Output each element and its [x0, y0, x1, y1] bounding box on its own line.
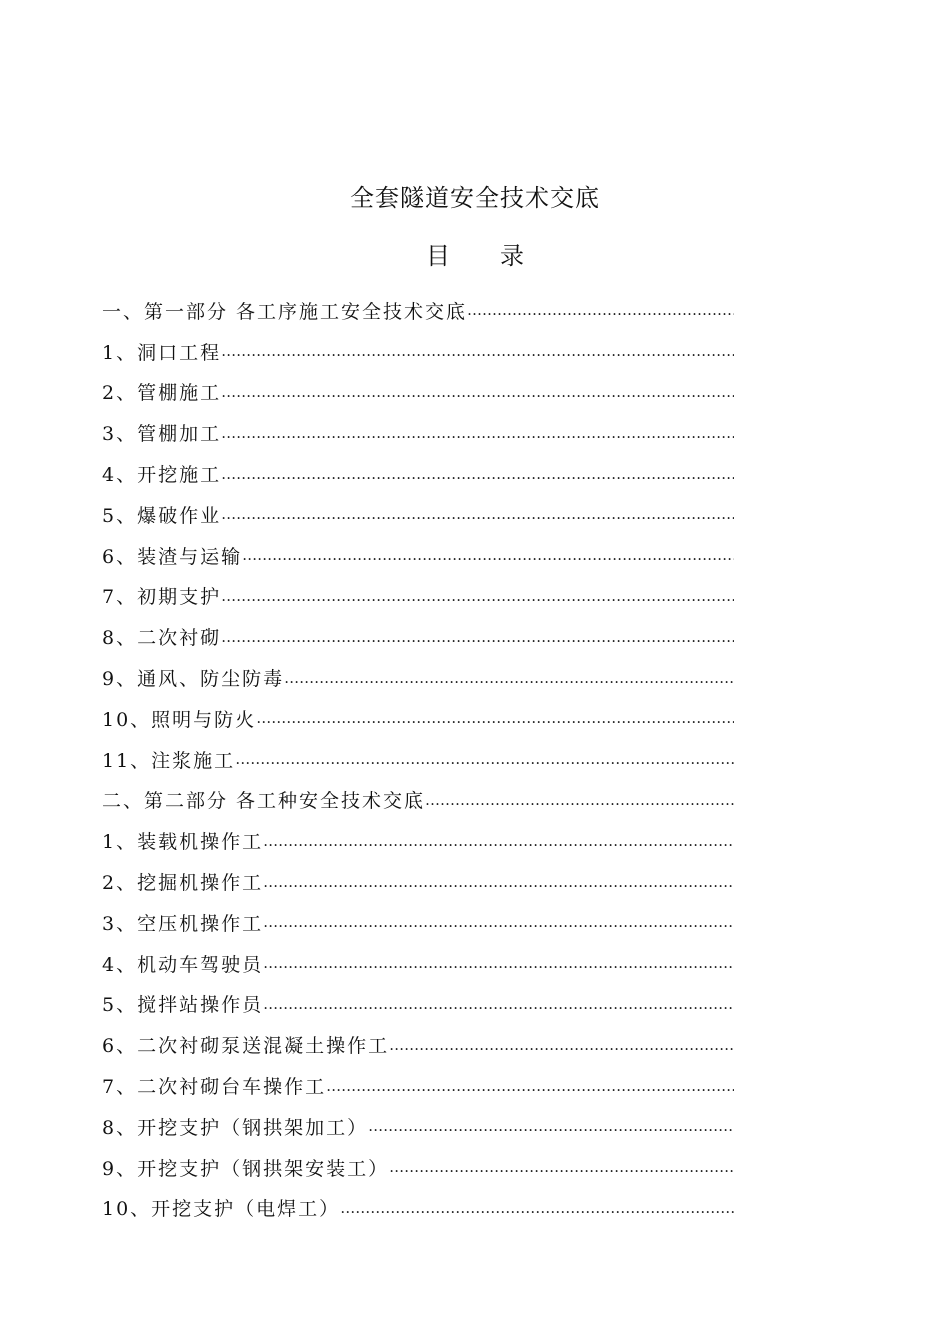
toc-dot-leader	[389, 1036, 734, 1054]
toc-entry-label: 5、搅拌站操作员	[102, 994, 264, 1017]
toc-entry-1-1[interactable]	[102, 331, 734, 372]
toc-dot-leader	[467, 301, 734, 319]
toc-entry-2-7[interactable]	[102, 1065, 734, 1106]
toc-entry-label: 一、第一部分 各工序施工安全技术交底	[102, 300, 468, 323]
toc-dot-leader	[263, 873, 734, 891]
toc-dot-leader	[221, 628, 734, 646]
toc-dot-leader	[221, 505, 734, 523]
toc-entry-label: 4、开挖施工	[102, 464, 222, 487]
toc-entry-label: 11、注浆施工	[102, 749, 236, 772]
toc-entry-label: 2、管棚施工	[102, 382, 222, 405]
toc-entry-1-10[interactable]	[102, 698, 734, 739]
document-title: 全套隧道安全技术交底	[350, 184, 600, 212]
toc-entry-2-1[interactable]	[102, 820, 734, 861]
toc-heading	[0, 238, 950, 274]
toc-dot-leader	[425, 791, 734, 809]
toc-entry-2-9[interactable]	[102, 1147, 734, 1188]
toc-dot-leader	[221, 383, 734, 401]
toc-entry-1-3[interactable]	[102, 412, 734, 453]
toc-entry-label: 1、洞口工程	[102, 341, 222, 364]
toc-dot-leader	[221, 465, 734, 483]
toc-entry-1-2[interactable]	[102, 372, 734, 413]
toc-entry-label: 6、二次衬砌泵送混凝土操作工	[102, 1035, 390, 1058]
toc-entry-part-1[interactable]	[102, 290, 734, 331]
toc-entry-2-10[interactable]	[102, 1188, 734, 1229]
toc-entry-label: 10、照明与防火	[102, 708, 257, 731]
toc-entry-label: 6、装渣与运输	[102, 545, 243, 568]
toc-dot-leader	[326, 1077, 734, 1095]
toc-entry-label: 8、二次衬砌	[102, 627, 222, 650]
toc-entry-2-2[interactable]	[102, 861, 734, 902]
toc-entry-2-3[interactable]	[102, 902, 734, 943]
toc-entry-2-6[interactable]	[102, 1024, 734, 1065]
toc-dot-leader	[221, 424, 734, 442]
toc-dot-leader	[263, 995, 734, 1013]
toc-entry-1-11[interactable]	[102, 739, 734, 780]
toc-entry-2-5[interactable]	[102, 984, 734, 1025]
toc-entry-1-5[interactable]	[102, 494, 734, 535]
toc-entry-1-8[interactable]	[102, 616, 734, 657]
toc-dot-leader	[368, 1117, 734, 1135]
toc-entry-label: 4、机动车驾驶员	[102, 953, 264, 976]
toc-entry-label: 9、通风、防尘防毒	[102, 668, 285, 691]
toc-heading-char-1: 目	[426, 242, 450, 270]
toc-dot-leader	[221, 587, 734, 605]
toc-heading-char-2: 录	[500, 242, 524, 270]
toc-dot-leader	[284, 669, 734, 687]
toc-dot-leader	[340, 1199, 734, 1217]
toc-dot-leader	[221, 342, 734, 360]
toc-dot-leader	[263, 913, 734, 931]
toc-entry-label: 3、管棚加工	[102, 423, 222, 446]
toc-entry-label: 5、爆破作业	[102, 504, 222, 527]
toc-entry-part-2[interactable]	[102, 780, 734, 821]
toc-entry-label: 10、开挖支护（电焊工）	[102, 1198, 341, 1221]
toc-dot-leader	[389, 1158, 734, 1176]
toc-entry-label: 9、开挖支护（钢拱架安装工）	[102, 1157, 390, 1180]
toc-entry-label: 3、空压机操作工	[102, 912, 264, 935]
toc-dot-leader	[242, 546, 734, 564]
toc-entry-label: 8、开挖支护（钢拱架加工）	[102, 1116, 369, 1139]
table-of-contents	[102, 290, 734, 1228]
toc-dot-leader	[235, 750, 734, 768]
toc-dot-leader	[256, 709, 734, 727]
toc-entry-label: 1、装载机操作工	[102, 831, 264, 854]
toc-entry-1-7[interactable]	[102, 576, 734, 617]
toc-entry-label: 2、挖掘机操作工	[102, 872, 264, 895]
toc-entry-1-6[interactable]	[102, 535, 734, 576]
toc-entry-label: 二、第二部分 各工种安全技术交底	[102, 790, 426, 813]
toc-entry-1-9[interactable]	[102, 657, 734, 698]
toc-entry-label: 7、二次衬砌台车操作工	[102, 1076, 327, 1099]
toc-dot-leader	[263, 832, 734, 850]
toc-entry-2-4[interactable]	[102, 943, 734, 984]
toc-dot-leader	[263, 954, 734, 972]
toc-entry-1-4[interactable]	[102, 453, 734, 494]
toc-entry-label: 7、初期支护	[102, 586, 222, 609]
toc-entry-2-8[interactable]	[102, 1106, 734, 1147]
